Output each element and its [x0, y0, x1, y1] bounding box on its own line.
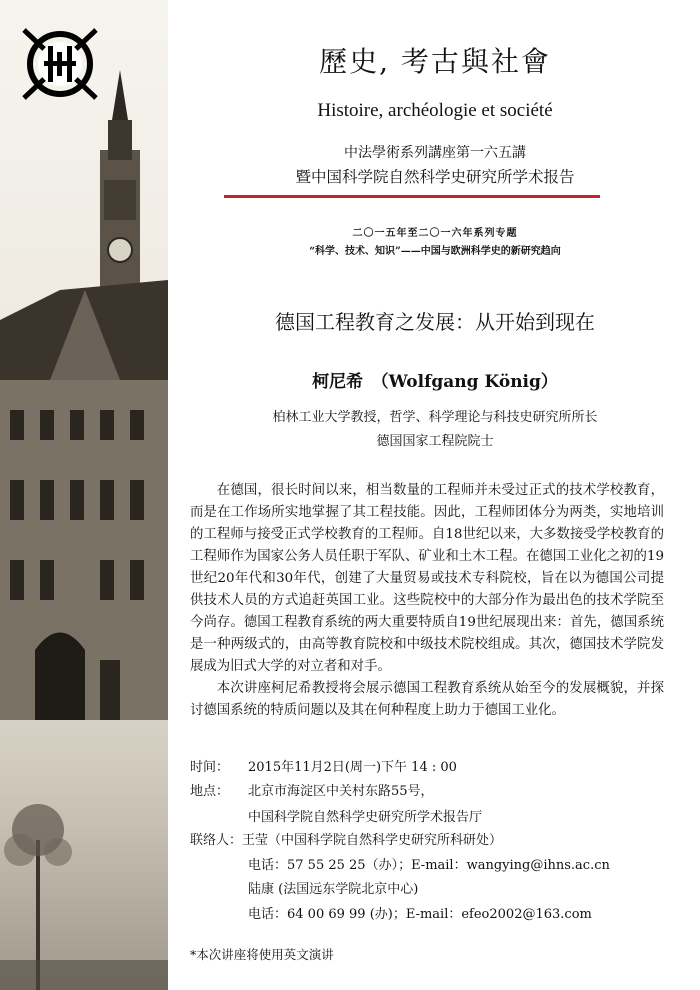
- building-photo: [0, 60, 168, 760]
- series-title-chinese: 歷史, 考古與社會: [319, 45, 551, 78]
- contact-2-phone: 电话：64 00 69 99 (办)；E-mail：efeo2002@163.com: [248, 907, 592, 922]
- time-label: 时间：: [190, 760, 230, 775]
- place-label: 地点：: [190, 784, 230, 799]
- photo-panel: [0, 0, 168, 990]
- contact-label: 联络人：: [190, 833, 243, 848]
- abstract-paragraph-1: 在德国，很长时间以来，相当数量的工程师并未受过正式的技术学校教育，而是在工作场所实地掌握了其工程技能。因此，工程师团体分为两类，实地培训的工程师与接受正式学校教育的工程师。自18世纪以来，大多数接受学校教育的工程师作为国家公务人员任职于军队、矿业和土木工程。在德国工业化之初的19世纪20年代和30年代，创建了大量贸易或技术专科院校，旨在以为德国公司提供技术人员的方式追赶英国工业。这些院校中的大部分作为最出色的技术学院至今尚存。德国工程教育系统的两大重要特质自19世纪展现出来：首先，德国系统是一种两级式的，由高等教育院校和中级技术院校组成。其次，德国技术学院发展成为旧式大学的对立者和对手。: [190, 483, 664, 674]
- tree-photo: [0, 780, 168, 990]
- place-line-2: 中国科学院自然科学史研究所学术报告厅: [248, 810, 483, 825]
- place-row: [190, 780, 434, 799]
- special-topic-years: 二〇一五年至二〇一六年系列专题: [352, 228, 518, 239]
- lecture-title: 德国工程教育之发展：从开始到现在: [275, 310, 595, 334]
- special-topic-theme: “科学、技术、知识”——中国与欧洲科学史的新研究趋向: [309, 246, 561, 257]
- lecture-series-number: 中法學術系列講座第一六五講: [344, 145, 526, 161]
- speaker-name: 柯尼希 （Wolfgang König）: [312, 372, 558, 392]
- contact-1-phone: 电话：57 55 25 25（办）；E-mail：wangying@ihns.ac.cn: [248, 858, 610, 873]
- abstract: [190, 480, 664, 722]
- series-title-french: Histoire, archéologie et société: [317, 100, 553, 121]
- efeo-emblem-icon: [18, 26, 102, 102]
- contact-2-name: 陆康 (法国远东学院北京中心): [248, 882, 419, 897]
- red-divider: [224, 195, 600, 198]
- time-row: [190, 756, 457, 775]
- place-line-1: 北京市海淀区中关村东路55号，: [248, 784, 434, 799]
- institute-report-line: 暨中国科学院自然科学史研究所学术报告: [295, 168, 575, 186]
- speaker-title: 德国国家工程院院士: [376, 434, 494, 449]
- speaker-affiliation: 柏林工业大学教授，哲学、科学理论与科技史研究所所长: [272, 410, 598, 425]
- contact-row: [190, 829, 502, 848]
- language-note: *本次讲座将使用英文演讲: [190, 947, 334, 962]
- abstract-paragraph-2: 本次讲座柯尼希教授将会展示德国工程教育系统从始至今的发展概貌，并探讨德国系统的特质问题以及其在何种程度上助力于德国工业化。: [190, 681, 664, 718]
- time-value: 2015年11月2日(周一)下午 14 : 00: [248, 760, 457, 775]
- contact-1-name: 王莹（中国科学院自然科学史研究所科研处）: [242, 833, 503, 848]
